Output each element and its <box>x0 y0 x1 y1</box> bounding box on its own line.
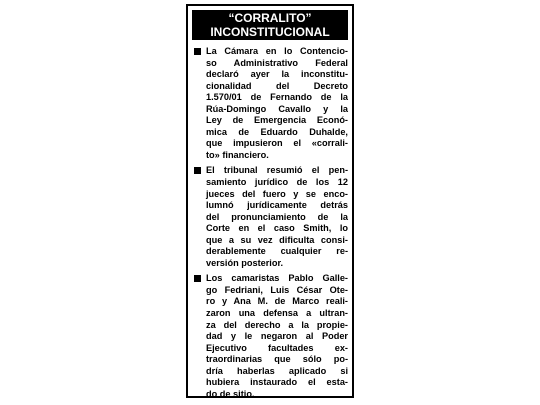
text-line: lumnó jurídicamente detrás <box>206 200 348 211</box>
bullet-item <box>194 46 348 161</box>
text-line: dría haberlas aplicado si <box>206 365 348 376</box>
text-line: go Fedriani, Luis César Ote- <box>206 284 348 295</box>
text-line: do de sitio. <box>206 388 255 399</box>
text-line: dad y le negaron al Poder <box>206 331 348 342</box>
text-line: hubiera instaurado el esta- <box>206 377 348 388</box>
text-line: El tribunal resumió el pen- <box>206 165 348 176</box>
bullet-list <box>194 46 348 404</box>
text-line: jueces del fuero y se enco- <box>206 188 348 199</box>
text-line: Rúa-Domingo Cavallo y la <box>206 103 348 114</box>
text-line: que a su vez dificulta consi- <box>206 234 348 245</box>
headline <box>192 10 348 40</box>
text-line: za del derecho a la propie- <box>206 319 348 330</box>
news-box <box>186 4 354 398</box>
bullet-square-icon <box>194 167 201 174</box>
text-line: Los camaristas Pablo Galle- <box>206 273 348 284</box>
text-line: cionalidad del Decreto <box>206 80 348 91</box>
text-line: derablemente cualquier re- <box>206 246 348 257</box>
bullet-item <box>194 273 348 400</box>
bullet-text <box>206 165 348 269</box>
text-line: 1.570/01 de Fernando de la <box>206 92 348 103</box>
text-line: mica de Eduardo Duhalde, <box>206 126 348 137</box>
text-line: samiento jurídico de los 12 <box>206 177 348 188</box>
bullet-item <box>194 165 348 269</box>
text-line: Ley de Emergencia Econó- <box>206 115 348 126</box>
text-line: so Administrativo Federal <box>206 57 348 68</box>
bullet-text <box>206 273 348 400</box>
bullet-square-icon <box>194 48 201 55</box>
text-line: Corte en el caso Smith, lo <box>206 223 348 234</box>
text-line: versión posterior. <box>206 257 284 268</box>
text-line: ro y Ana M. de Marco reali- <box>206 296 348 307</box>
text-line: traordinarias que sólo po- <box>206 354 348 365</box>
text-line: La Cámara en lo Contencio- <box>206 46 348 56</box>
text-line: que impusieron el «corrali- <box>206 138 348 149</box>
text-line: declaró ayer la inconstitu- <box>206 69 348 80</box>
headline-line-2: INCONSTITUCIONAL <box>210 25 330 39</box>
text-line: zaron una defensa a ultran- <box>206 308 348 319</box>
text-line: Ejecutivo facultades ex- <box>206 342 348 353</box>
bullet-square-icon <box>194 275 201 282</box>
text-line: to» financiero. <box>206 149 269 160</box>
headline-line-1: “CORRALITO” <box>228 11 312 25</box>
bullet-text <box>206 46 348 161</box>
text-line: del pronunciamiento de la <box>206 211 348 222</box>
